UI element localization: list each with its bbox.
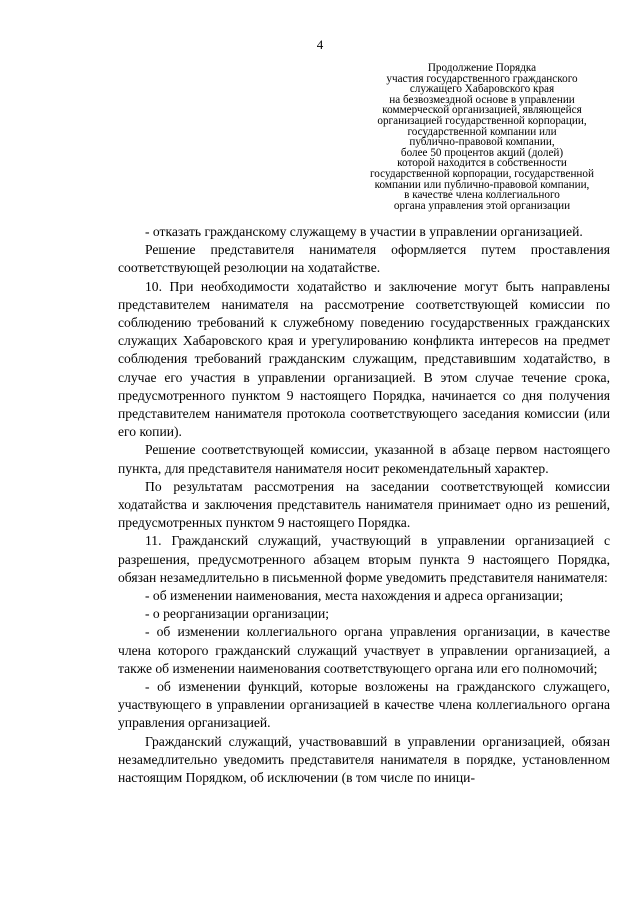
page-number: 4 (316, 37, 324, 52)
header-line: коммерческой организацией, являющейся (382, 104, 582, 117)
header-line: государственной компании или (407, 125, 557, 138)
header-line: Продолжение Порядка (427, 62, 537, 74)
list-item: - об изменении коллегиального органа управления организации, в качестве члена которого гражданский служащий участвует в управлении организацией, а также об изменении наименования соответствующего органа или его полномочий; (118, 624, 610, 676)
list-item: - об изменении наименования, места нахождения и адреса организации; (145, 588, 564, 604)
header-line: на безвозмездной основе в управлении (389, 93, 575, 106)
header-line: служащего Хабаровского края (409, 83, 555, 96)
body-paragraph: Гражданский служащий, участвовавший в управлении организацией, обязан незамедлительно уведомить представителя нанимателя в порядке, установленном настоящим Порядком, об исключении (в том числе по иници- (118, 733, 610, 786)
header-line: государственной корпорации, государственной (369, 167, 594, 180)
header-line: органа управления этой организации (393, 199, 571, 212)
header-line: компании или публично-правовой компании, (374, 178, 590, 191)
list-item: - об изменении функций, которые возложены на гражданского служащего, участвующего в управлении организацией в качестве члена коллегиального органа управления организацией. (118, 679, 610, 731)
body-paragraph: Решение представителя нанимателя оформляется путем проставления соответствующей резолюции на ходатайстве. (118, 242, 610, 276)
body-paragraph: 10. При необходимости ходатайство и заключение могут быть направлены представителем нанимателя на рассмотрение соответствующей комиссии по соблюдению требований к служебному поведению государственных гражданских служащих Хабаровского края и урегулированию конфликта интересов на предмет соблюдения требований гражданским служащим, представившим ходатайство, в случае его участия в управлении организацией. В этом случае течение срока, предусмотренного пунктом 9 настоящего Порядка, начинается со дня получения представителем нанимателя протокола соответствующего заседания комиссии (или его копии). (118, 278, 610, 440)
document-body (118, 223, 610, 787)
body-paragraph: По результатам рассмотрения на заседании соответствующей комиссии ходатайства и заключения представитель нанимателя принимает одно из решений, предусмотренных пунктом 9 настоящего Порядка. (118, 478, 610, 531)
header-line: организацией государственной корпорации, (377, 114, 587, 127)
header-line: более 50 процентов акций (долей) (400, 146, 564, 159)
header-line: участия государственного гражданского (386, 72, 578, 85)
header-line: которой находится в собственности (397, 157, 567, 170)
body-paragraph: 11. Гражданский служащий, участвующий в управлении организацией с разрешения, предусмотренного абзацем вторым пункта 9 настоящего Порядка, обязан незамедлительно в письменной форме уведомить представителя нанимателя: (118, 533, 610, 585)
header-line: в качестве члена коллегиального (404, 189, 560, 202)
list-item: - о реорганизации организации; (145, 606, 330, 622)
continuation-header (352, 63, 612, 211)
body-paragraph: - отказать гражданскому служащему в участии в управлении организацией. (145, 224, 583, 239)
header-line: публично-правовой компании, (409, 136, 555, 149)
body-paragraph: Решение соответствующей комиссии, указанной в абзаце первом настоящего пункта, для представителя нанимателя носит рекомендательный характер. (118, 442, 610, 476)
